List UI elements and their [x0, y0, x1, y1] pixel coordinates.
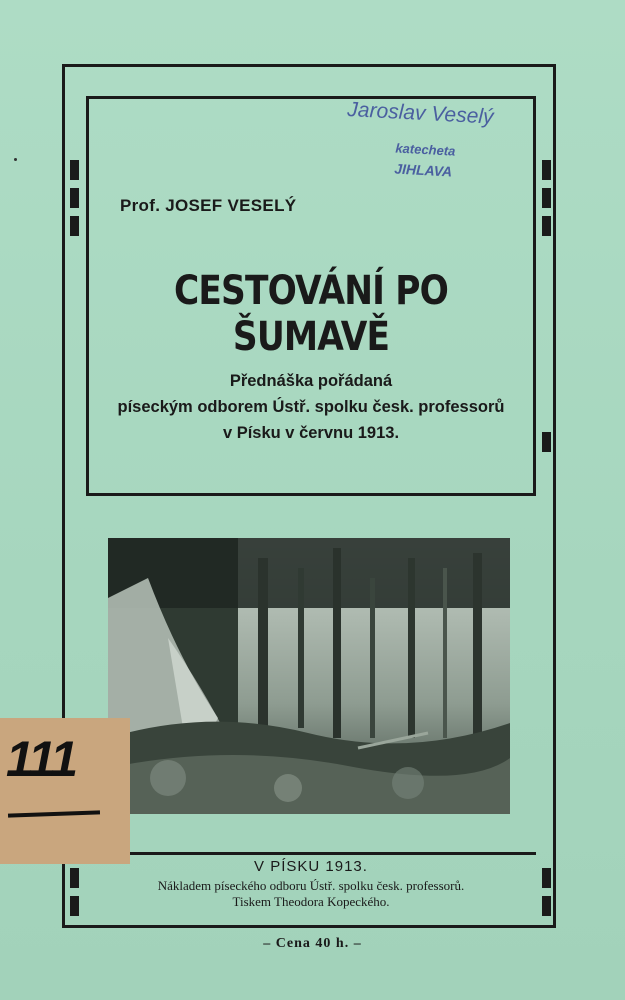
- frame-ornament: [70, 868, 79, 888]
- frame-ornament: [542, 432, 551, 452]
- forest-photo-illustration: [108, 538, 510, 814]
- imprint-details: [86, 878, 536, 910]
- frame-ornament: [542, 896, 551, 916]
- imprint-publisher: Nákladem píseckého odboru Ústř. spolku česk. professorů.: [157, 878, 465, 893]
- stamp-city: JIHLAVA: [393, 160, 453, 180]
- subtitle-line: v Písku v červnu 1913.: [222, 424, 400, 442]
- frame-ornament: [70, 216, 79, 236]
- imprint-printer: Tiskem Theodora Kopeckého.: [232, 894, 390, 909]
- frame-ornament: [70, 160, 79, 180]
- speck: [14, 158, 17, 161]
- frame-ornament: [542, 188, 551, 208]
- forest-photograph: [108, 538, 510, 814]
- price: – Cena 40 h. –: [263, 936, 362, 951]
- frame-ornament: [542, 216, 551, 236]
- frame-ornament: [542, 160, 551, 180]
- frame-ornament: [70, 188, 79, 208]
- subtitle: [86, 368, 536, 446]
- library-label-number: 111: [6, 731, 77, 787]
- stamp-name: Jaroslav Veselý: [346, 98, 495, 129]
- frame-ornament: [70, 896, 79, 916]
- book-title: CESTOVÁNÍ PO ŠUMAVĚ: [174, 268, 448, 360]
- subtitle-line: Přednáška pořádaná: [229, 372, 393, 390]
- subtitle-line: píseckým odborem Ústř. spolku česk. professorů: [117, 398, 505, 416]
- frame-ornament: [542, 868, 551, 888]
- author-name: Prof. JOSEF VESELÝ: [120, 196, 297, 215]
- imprint-place: V PÍSKU 1913.: [254, 858, 368, 875]
- stamp-title: katecheta: [395, 140, 456, 159]
